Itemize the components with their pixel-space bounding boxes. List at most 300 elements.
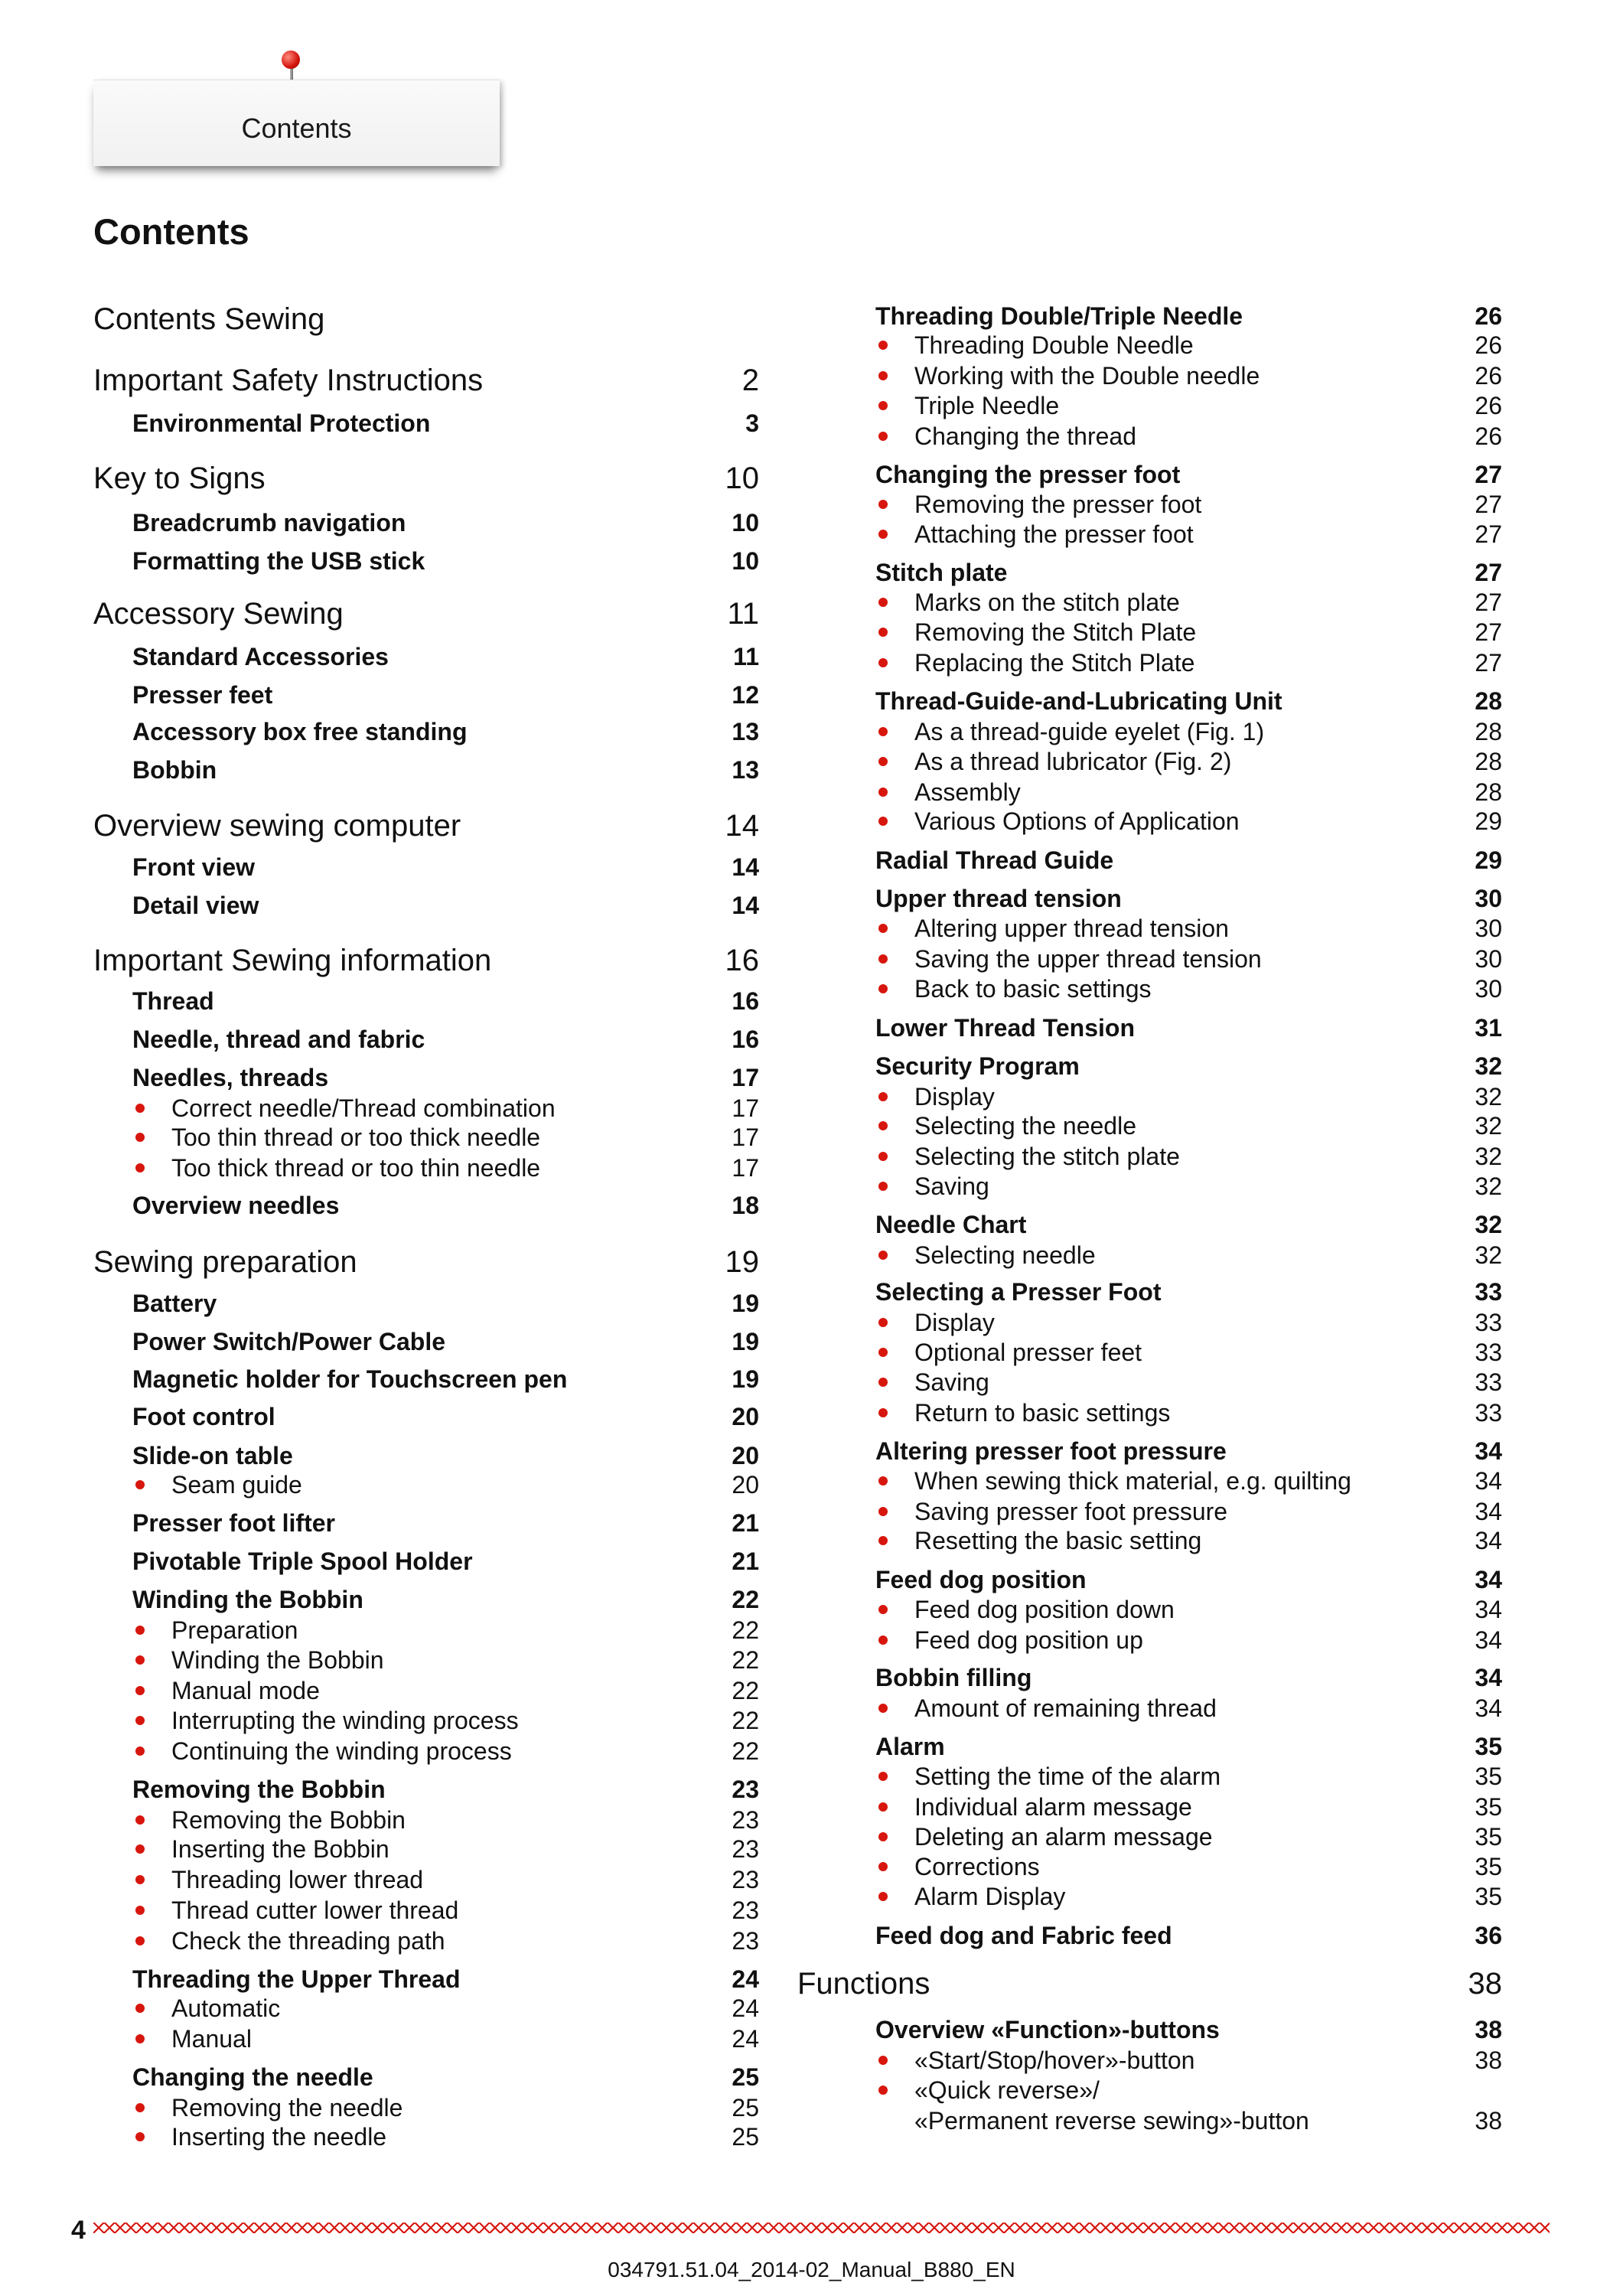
toc-page-number: 20 [732,1403,759,1430]
toc-section[interactable] [93,1586,759,1616]
toc-entry-title: Feed dog position up [836,1626,1143,1655]
toc-page-number: 38 [1475,2016,1502,2043]
toc-entry-title: Removing the presser foot [836,491,1201,519]
toc-section[interactable] [93,853,759,884]
toc-page-number: 27 [1475,649,1502,677]
toc-chapter[interactable] [797,1967,1502,2001]
toc-page-number: 34 [1475,1437,1502,1465]
toc-entry-title: Saving [836,1172,989,1201]
toc-page-number: 22 [732,1737,759,1765]
toc-section[interactable] [93,643,759,673]
toc-page-number: 27 [1475,491,1502,518]
toc-section[interactable] [93,1365,759,1396]
toc-bullet-item[interactable] [93,1124,759,1154]
toc-bullet-item[interactable] [836,807,1502,838]
toc-page-number: 32 [1475,1143,1502,1170]
toc-entry-title: Marks on the stitch plate [836,589,1180,617]
toc-bullet-item[interactable] [836,1823,1502,1854]
toc-entry-title: Altering upper thread tension [836,915,1229,943]
toc-page-number: 17 [732,1094,759,1122]
toc-entry-title: Feed dog position down [836,1596,1175,1624]
toc-page-number: 30 [1475,885,1502,912]
toc-entry-title: Bobbin [132,756,217,784]
toc-entry-title: Selecting a Presser Foot [875,1278,1162,1306]
toc-page-number: 30 [1475,915,1502,942]
toc-page-number: 34 [1475,1596,1502,1623]
toc-page-number: 35 [1475,1763,1502,1790]
toc-entry-title: Deleting an alarm message [836,1823,1213,1851]
toc-page-number: 23 [732,1927,759,1955]
toc-bullet-item[interactable] [836,1853,1502,1883]
toc-bullet-item[interactable] [93,1737,759,1768]
toc-entry-title: Setting the time of the alarm [836,1763,1221,1791]
toc-page-number: 33 [1475,1278,1502,1306]
toc-page-number: 28 [1475,778,1502,806]
toc-section[interactable] [93,547,759,578]
toc-page-number: 23 [732,1896,759,1924]
toc-page-number: 38 [1475,2047,1502,2074]
toc-page-number: 23 [732,1866,759,1893]
toc-section[interactable] [836,846,1502,877]
toc-page-number: 24 [732,1965,759,1993]
toc-bullet-item[interactable] [836,1241,1502,1272]
toc-entry-title: Winding the Bobbin [132,1586,363,1613]
toc-entry-title: Magnetic holder for Touchscreen pen [132,1365,568,1393]
toc-section[interactable] [836,1437,1502,1468]
toc-page-number: 22 [732,1707,759,1734]
toc-bullet-item[interactable] [93,1707,759,1737]
toc-page-number: 26 [1475,302,1502,330]
toc-entry-title: Threading Double/Triple Needle [875,302,1243,330]
toc-entry-title: Environmental Protection [132,409,431,437]
toc-entry-title: Inserting the needle [93,2123,386,2151]
toc-page-number: 29 [1475,807,1502,835]
toc-entry-title: Manual mode [93,1677,320,1705]
toc-entry-title: Triple Needle [836,392,1059,420]
toc-entry-title: Security Program [875,1052,1080,1080]
toc-entry-title: Selecting the needle [836,1112,1136,1140]
toc-entry-title: «Permanent reverse sewing»-button [914,2107,1309,2135]
toc-bullet-item[interactable] [836,1172,1502,1203]
toc-bullet-item[interactable] [93,1154,759,1185]
toc-page-number: 32 [1475,1241,1502,1269]
toc-page-number: 16 [725,944,759,977]
toc-chapter[interactable] [93,597,759,631]
toc-page-number: 16 [732,987,759,1015]
toc-entry-title: Key to Signs [93,461,266,495]
toc-page-number: 24 [732,1994,759,2022]
toc-bullet-item[interactable] [93,1927,759,1958]
toc-entry-title: Presser feet [132,681,273,709]
toc-bullet-item[interactable] [836,2107,1502,2138]
toc-page-number: 19 [732,1365,759,1393]
toc-entry-title: Thread [132,987,214,1015]
page-number: 4 [71,2216,86,2245]
toc-entry-title: Working with the Double needle [836,362,1260,390]
toc-bullet-item[interactable] [836,1694,1502,1725]
toc-page-number: 22 [732,1586,759,1613]
toc-page-number: 18 [732,1192,759,1219]
toc-bullet-item[interactable] [93,1866,759,1896]
toc-page-number: 22 [732,1677,759,1704]
toc-entry-title: Overview sewing computer [93,809,461,843]
toc-entry-title: Return to basic settings [836,1399,1170,1427]
toc-page-number: 35 [1475,1733,1502,1760]
toc-entry-title: Corrections [836,1853,1040,1881]
toc-section[interactable] [93,509,759,540]
toc-entry-title: Removing the Stitch Plate [836,618,1196,647]
toc-entry-title: Amount of remaining thread [836,1694,1217,1723]
toc-section[interactable] [836,1922,1502,1952]
toc-page-number: 3 [745,409,759,437]
toc-section[interactable] [836,2016,1502,2047]
toc-entry-title: Threading lower thread [93,1866,423,1894]
toc-entry-title: As a thread lubricator (Fig. 2) [836,748,1231,776]
toc-section[interactable] [93,892,759,922]
toc-section[interactable] [836,687,1502,718]
toc-section[interactable] [93,756,759,787]
toc-page-number: 26 [1475,331,1502,359]
toc-page-number: 20 [732,1471,759,1499]
toc-section[interactable] [836,885,1502,915]
toc-section[interactable] [836,461,1502,491]
toc-entry-title: Slide-on table [132,1442,293,1469]
toc-entry-title: Thread cutter lower thread [93,1896,458,1925]
toc-bullet-item[interactable] [836,491,1502,521]
toc-section[interactable] [93,1290,759,1320]
toc-entry-title: Too thin thread or too thick needle [93,1124,540,1152]
toc-page-number: 28 [1475,718,1502,745]
toc-entry-title: Threading Double Needle [836,331,1194,360]
toc-entry-title: Selecting the stitch plate [836,1143,1180,1171]
toc-entry-title: Radial Thread Guide [875,846,1114,874]
toc-bullet-item[interactable] [836,945,1502,976]
toc-entry-title: Alarm Display [836,1883,1065,1911]
toc-chapter[interactable] [93,1245,759,1279]
toc-bullet-item[interactable] [93,2123,759,2154]
toc-bullet-item[interactable] [836,1083,1502,1114]
toc-entry-title: Changing the presser foot [875,461,1181,488]
toc-page-number: 17 [732,1064,759,1091]
toc-page-number: 14 [732,892,759,919]
toc-entry-title: Inserting the Bobbin [93,1835,389,1864]
toc-page-number: 36 [1475,1922,1502,1949]
toc-entry-title: Detail view [132,892,259,919]
footer-decoration [93,2223,1550,2233]
toc-bullet-item[interactable] [836,2076,1502,2107]
toc-page-number: 34 [1475,1626,1502,1654]
toc-entry-title: Breadcrumb navigation [132,509,406,536]
toc-entry-title: Replacing the Stitch Plate [836,649,1194,677]
toc-entry-title: Saving presser foot pressure [836,1498,1227,1526]
toc-page-number: 27 [1475,461,1502,488]
toc-page-number: 12 [732,681,759,709]
toc-page-number: 13 [732,756,759,784]
toc-bullet-item[interactable] [93,2025,759,2056]
toc-entry-title: Removing the needle [93,2094,402,2122]
toc-bullet-item[interactable] [836,1883,1502,1913]
toc-bullet-item[interactable] [93,1646,759,1677]
toc-page-number: 23 [732,1806,759,1834]
toc-bullet-item[interactable] [836,392,1502,422]
toc-entry-title: Overview «Function»-buttons [875,2016,1220,2043]
toc-page-number: 26 [1475,362,1502,390]
toc-entry-title: Seam guide [93,1471,302,1499]
toc-page-number: 27 [1475,618,1502,646]
toc-entry-title: Selecting needle [836,1241,1096,1270]
toc-page-number: 33 [1475,1399,1502,1427]
toc-page-number: 11 [733,643,759,670]
toc-bullet-item[interactable] [836,1626,1502,1657]
toc-section[interactable] [93,987,759,1018]
toc-bullet-item[interactable] [836,422,1502,453]
toc-section[interactable] [93,1192,759,1222]
toc-bullet-item[interactable] [93,1471,759,1502]
toc-page-number: 21 [732,1548,759,1575]
toc-entry-title: Standard Accessories [132,643,389,670]
toc-page-number: 32 [1475,1083,1502,1110]
toc-entry-title: Contents Sewing [93,302,325,336]
toc-entry-title: Needle Chart [875,1211,1027,1238]
toc-entry-title: Attaching the presser foot [836,520,1194,549]
toc-section[interactable] [93,1064,759,1094]
toc-section[interactable] [93,1548,759,1578]
toc-section[interactable] [836,1566,1502,1596]
toc-page-number: 38 [1475,2107,1502,2135]
toc-entry-title: Removing the Bobbin [93,1806,406,1835]
toc-entry-title: Needles, threads [132,1064,329,1091]
toc-bullet-item[interactable] [836,1793,1502,1824]
toc-entry-title: Manual [93,2025,252,2053]
toc-entry-title: «Quick reverse»/ [836,2076,1100,2105]
toc-bullet-item[interactable] [93,1616,759,1647]
toc-bullet-item[interactable] [836,2047,1502,2077]
toc-entry-title: Upper thread tension [875,885,1122,912]
toc-section[interactable] [93,1509,759,1540]
toc-bullet-item[interactable] [836,1467,1502,1498]
toc-entry-title: Automatic [93,1994,280,2023]
toc-bullet-item[interactable] [836,1527,1502,1557]
toc-bullet-item[interactable] [836,589,1502,619]
toc-page-number: 23 [732,1776,759,1803]
toc-section[interactable] [836,1664,1502,1694]
toc-entry-title: Correct needle/Thread combination [93,1094,556,1123]
toc-section[interactable] [836,302,1502,333]
toc-entry-title: Front view [132,853,256,881]
toc-page-number: 25 [732,2123,759,2151]
toc-bullet-item[interactable] [93,1806,759,1837]
toc-page-number: 19 [732,1328,759,1355]
toc-bullet-item[interactable] [836,649,1502,680]
toc-page-number: 16 [732,1026,759,1053]
toc-page-number: 17 [732,1154,759,1182]
toc-entry-title: Functions [797,1967,930,2001]
toc-entry-title: Feed dog position [875,1566,1087,1593]
toc-section[interactable] [93,718,759,748]
toc-section[interactable] [93,1442,759,1473]
toc-entry-title: Lower Thread Tension [875,1014,1135,1042]
toc-section[interactable] [836,1278,1502,1309]
toc-bullet-item[interactable] [93,1994,759,2025]
toc-page-number: 32 [1475,1112,1502,1140]
toc-page-number: 22 [732,1646,759,1674]
toc-bullet-item[interactable] [836,1339,1502,1369]
toc-bullet-item[interactable] [836,778,1502,809]
toc-entry-title: Feed dog and Fabric feed [875,1922,1172,1949]
toc-entry-title: Alarm [875,1733,945,1760]
toc-entry-title: Winding the Bobbin [93,1646,384,1675]
toc-entry-title: Saving [836,1368,989,1397]
toc-bullet-item[interactable] [836,915,1502,945]
toc-page-number: 26 [1475,422,1502,450]
toc-section[interactable] [836,1211,1502,1241]
toc-section[interactable] [93,409,759,440]
toc-bullet-item[interactable] [836,718,1502,748]
toc-bullet-item[interactable] [836,618,1502,649]
toc-section[interactable] [93,681,759,712]
toc-page-number: 25 [732,2063,759,2091]
toc-bullet-item[interactable] [93,1896,759,1927]
toc-page-number: 22 [732,1616,759,1644]
toc-entry-title: As a thread-guide eyelet (Fig. 1) [836,718,1264,746]
toc-entry-title: Back to basic settings [836,975,1151,1003]
toc-bullet-item[interactable] [836,1399,1502,1430]
toc-page-number: 32 [1475,1052,1502,1080]
toc-entry-title: Important Sewing information [93,944,492,977]
toc-section[interactable] [836,1733,1502,1763]
toc-chapter[interactable] [93,364,759,397]
toc-entry-title: Various Options of Application [836,807,1240,836]
header-tab-label: Contents [241,113,352,144]
toc-section[interactable] [836,559,1502,589]
toc-page-number: 10 [732,547,759,575]
toc-entry-title: Needle, thread and fabric [132,1026,425,1053]
toc-bullet-item[interactable] [836,1596,1502,1626]
toc-entry-title: Altering presser foot pressure [875,1437,1227,1465]
toc-entry-title: Important Safety Instructions [93,364,484,397]
toc-page-number: 28 [1475,687,1502,715]
toc-page-number: 34 [1475,1527,1502,1554]
toc-section[interactable] [93,2063,759,2094]
toc-entry-title: Continuing the winding process [93,1737,512,1766]
toc-chapter[interactable] [93,944,759,977]
toc-page-number: 10 [732,509,759,536]
toc-section[interactable] [836,1014,1502,1045]
toc-page-number: 28 [1475,748,1502,775]
toc-entry-title: Display [836,1309,995,1337]
toc-entry-title: Preparation [93,1616,298,1645]
toc-page-number: 33 [1475,1368,1502,1396]
toc-page-number: 2 [741,364,759,397]
toc-page-number: 30 [1475,945,1502,973]
toc-entry-title: Stitch plate [875,559,1008,586]
toc-page-number: 29 [1475,846,1502,874]
toc-section[interactable] [836,1052,1502,1083]
toc-entry-title: Changing the needle [132,2063,373,2091]
toc-page-number: 38 [1468,1967,1502,2001]
toc-entry-title: Changing the thread [836,422,1136,451]
toc-bullet-item[interactable] [836,1309,1502,1339]
toc-bullet-item[interactable] [93,1677,759,1707]
header-note [93,80,500,166]
toc-entry-title: Threading the Upper Thread [132,1965,461,1993]
toc-page-number: 24 [732,2025,759,2053]
toc-bullet-item[interactable] [836,748,1502,778]
toc-page-number: 19 [725,1245,759,1279]
toc-entry-title: Removing the Bobbin [132,1776,386,1803]
toc-section[interactable] [93,1776,759,1806]
toc-page-number: 33 [1475,1339,1502,1366]
toc-entry-title: Thread-Guide-and-Lubricating Unit [875,687,1282,715]
toc-bullet-item[interactable] [836,1143,1502,1173]
toc-bullet-item[interactable] [836,362,1502,393]
toc-entry-title: Battery [132,1290,217,1317]
toc-entry-title: When sewing thick material, e.g. quilting [836,1467,1351,1495]
toc-entry-title: Overview needles [132,1192,340,1219]
toc-page-number: 35 [1475,1853,1502,1880]
toc-page-number: 19 [732,1290,759,1317]
toc-page-number: 34 [1475,1467,1502,1495]
toc-chapter[interactable] [93,809,759,843]
toc-page-number: 14 [732,853,759,881]
toc-entry-title: Optional presser feet [836,1339,1142,1367]
toc-page-number: 32 [1475,1211,1502,1238]
toc-entry-title: Accessory box free standing [132,718,468,745]
toc-page-number: 13 [732,718,759,745]
toc-page-number: 11 [727,597,759,631]
toc-bullet-item[interactable] [836,1763,1502,1793]
toc-section[interactable] [93,1328,759,1358]
toc-entry-title: «Start/Stop/hover»-button [836,2047,1194,2075]
toc-section[interactable] [93,1965,759,1996]
toc-page-number: 34 [1475,1566,1502,1593]
toc-section[interactable] [93,1403,759,1433]
toc-page-number: 20 [732,1442,759,1469]
toc-bullet-item[interactable] [93,1094,759,1125]
toc-page-number: 30 [1475,975,1502,1003]
toc-section[interactable] [93,1026,759,1056]
toc-entry-title: Too thick thread or too thin needle [93,1154,540,1182]
toc-entry-title: Power Switch/Power Cable [132,1328,445,1355]
toc-page-number: 25 [732,2094,759,2122]
toc-entry-title: Bobbin filling [875,1664,1032,1691]
toc-entry-title: Interrupting the winding process [93,1707,519,1735]
toc-page-number: 34 [1475,1664,1502,1691]
toc-bullet-item[interactable] [836,331,1502,362]
toc-bullet-item[interactable] [93,2094,759,2125]
toc-entry-title: Sewing preparation [93,1245,357,1279]
toc-page-number: 31 [1475,1014,1502,1042]
toc-bullet-item[interactable] [836,520,1502,551]
toc-bullet-item[interactable] [836,1368,1502,1399]
toc-entry-title: Saving the upper thread tension [836,945,1262,974]
toc-page-number: 27 [1475,520,1502,548]
toc-bullet-item[interactable] [836,975,1502,1006]
toc-chapter[interactable] [93,302,759,336]
toc-page-number: 35 [1475,1883,1502,1910]
page-title: Contents [93,211,249,252]
toc-bullet-item[interactable] [93,1835,759,1866]
toc-page-number: 10 [725,461,759,495]
toc-entry-title: Individual alarm message [836,1793,1192,1821]
toc-entry-title: Presser foot lifter [132,1509,335,1537]
toc-entry-title: Resetting the basic setting [836,1527,1201,1555]
toc-page-number: 14 [725,809,759,843]
toc-chapter[interactable] [93,461,759,495]
toc-bullet-item[interactable] [836,1112,1502,1143]
toc-entry-title: Pivotable Triple Spool Holder [132,1548,473,1575]
toc-bullet-item[interactable] [836,1498,1502,1528]
